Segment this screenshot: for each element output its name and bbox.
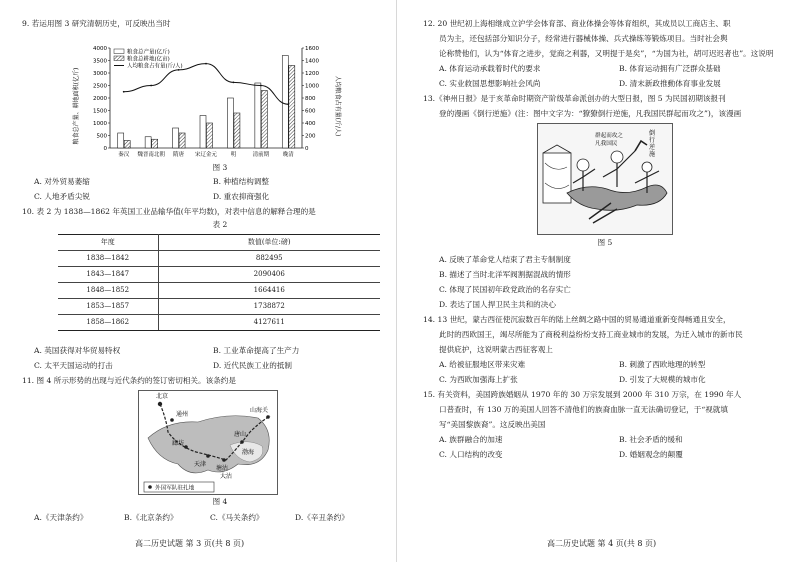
table-cell-value: 882495 [158,251,380,267]
table-2 [58,234,380,331]
q11-option-a[interactable]: A.《天津条约》 [34,513,88,522]
q14-option-a[interactable]: A. 给被征服地区带来灾难 [439,360,526,369]
table-row [58,283,380,299]
q15-line: 口普查时，有 130 万的美国人回答不清他们的族裔血脉一直无法确切登记，于“视就填 [439,405,728,414]
figure-5-cartoon [537,123,673,235]
q12-line: 论称赞他们，认为“体育之进步，觉商之利器，又明提于是矣”，“为国为社，胡可迟迟者也”。这说明 [439,49,774,58]
q14-line: 提供庇护，这说明蒙古西征客观上 [439,345,553,354]
q15-line: 写“美国黎族裔”。这反映出美国 [439,420,546,429]
table-row [58,267,380,283]
bar-grain-output [227,98,233,148]
y-tick-label-right: 1400 [305,58,319,65]
figure-5-label: 图 5 [597,238,613,247]
bar-farmland [152,139,158,148]
map-label-tangshan: 唐山 [234,431,247,438]
q12-option-b[interactable]: B. 体育运动拥有广泛群众基础 [619,64,721,73]
bar-grain-output [118,133,124,148]
y-tick-label-left: 2000 [93,96,107,102]
q15-option-c[interactable]: C. 人口结构的改变 [439,450,503,459]
y-tick-label-right: 1200 [305,71,319,77]
map-label-dagu: 大沽 [220,473,233,480]
q15-option-a[interactable]: A. 族群融合的加速 [439,435,503,444]
x-tick-label: 清前期 [252,152,270,158]
cartoon-label: 逆 [649,144,656,151]
y-tick-label-left: 1000 [93,121,107,127]
x-tick-label: 秦汉 [118,152,130,158]
map-label-bohai: 渤海 [242,449,255,456]
q14-option-c[interactable]: C. 为西欧加强海上扩张 [439,375,518,384]
q9-stem: 9. 若运用图 3 研究清朝历史，可反映出当时 [22,19,171,28]
table-row [58,299,380,315]
q12-option-d[interactable]: D. 清末新政推動体育事业发展 [619,79,721,88]
q10-option-d[interactable]: D. 近代民族工业的抵制 [213,361,292,370]
map-label-shanhaiguan: 山海关 [250,407,269,414]
q15-line: 15. 有关资料，美国跨族婚姻从 1970 年的 30 万宗发展到 2000 年 310 万宗，在 1990 年人 [423,390,742,399]
table-row [58,315,380,331]
table-row [58,251,380,267]
left-footer: 高二历史试题 第 3 页(共 8 页) [135,539,245,549]
q13-option-a[interactable]: A. 反映了革命党人结束了君主专制制度 [439,255,571,264]
table-cell-value: 1738872 [158,299,380,315]
y-axis-label-right: 人均粮食占有量(斤/人) [334,75,341,137]
cartoon-label: 群起而攻之 [595,133,623,139]
q11-option-c[interactable]: C.《马关条约》 [210,513,264,522]
bar-farmland [234,113,240,148]
map-label-beijing: 北京 [156,393,169,400]
map-label-tongzhou: 通州 [176,411,189,418]
y-tick-label-right: 400 [305,121,316,127]
table-cell-year: 1853—1857 [58,299,158,315]
bar-farmland [261,91,267,149]
y-axis-label-left: 粮食总产量、耕地面积(亿斤) [73,67,80,145]
bar-grain-output [255,83,261,148]
table-header-row [58,235,380,251]
q15-option-b[interactable]: B. 社会矛盾的缓和 [619,435,683,444]
right-footer: 高二历史试题 第 4 页(共 8 页) [547,539,657,549]
q12-option-c[interactable]: C. 实业救国思想影响社会风尚 [439,79,541,88]
q12-line: 员为主，还包括部分知识分子，经常进行器械体操、兵式操练等锻炼项目。当时社会舆 [439,34,728,43]
q14-line: 此时的西欧国王，竭尽所能为了商税利益纷纷支持工商业城市的发展，为迁入城市的新市民 [439,330,743,339]
table-cell-value: 4127611 [158,315,380,331]
map-label-tianjin: 天津 [194,461,207,468]
bar-grain-output [200,116,206,149]
q14-option-d[interactable]: D. 引发了大规模的城市化 [619,375,706,384]
right-page [397,0,794,562]
y-tick-label-left: 1500 [93,108,107,115]
cartoon-label: 行 [649,137,656,144]
q9-option-c[interactable]: C. 人地矛盾尖锐 [34,192,90,201]
table-header-value: 数值(单位:磅) [158,235,380,251]
map-label-langfang: 廊坊 [172,440,185,447]
figure-3-chart [70,36,340,166]
q12-option-a[interactable]: A. 体育运动承载着时代的要求 [439,64,541,73]
map-garrison-marker [222,458,226,462]
table-2-caption: 表 2 [212,220,228,229]
q15-option-d[interactable]: D. 婚姻观念的颠覆 [619,450,683,459]
x-tick-label: 宋辽金元 [194,152,218,158]
bar-grain-output [173,128,179,148]
x-tick-label: 明 [230,152,237,158]
q10-option-b[interactable]: B. 工业革命提高了生产力 [213,346,300,355]
q11-option-d[interactable]: D.《辛丑条约》 [295,513,349,522]
q13-option-c[interactable]: C. 体现了民国初年政党政治的名存实亡 [439,285,571,294]
table-cell-year: 1843—1847 [58,267,158,283]
q11-option-b[interactable]: B.《北京条约》 [124,513,178,522]
y-tick-label-right: 0 [305,146,309,152]
map-label-tanggu: 塘沽 [216,465,229,472]
map-garrison-marker [158,402,162,406]
figure-4-label: 图 4 [212,497,228,506]
q9-option-d[interactable]: D. 重农抑商强化 [213,192,270,201]
q12-line: 12. 20 世纪初上海相继成立沪学会体育部、商业体操会等体育组织，其成员以工商店主、职 [423,19,731,28]
q9-option-b[interactable]: B. 种植结构调整 [213,177,269,186]
q14-line: 14. 13 世纪，蒙古西征使沉寂数百年的陆上丝绸之路中国的贸易通道重新变得畅通且安全， [423,315,731,324]
q13-option-d[interactable]: D. 表达了国人捍卫民主共和的决心 [439,300,556,309]
y-tick-label-right: 800 [305,96,316,102]
y-tick-label-left: 3500 [93,58,107,65]
map-garrison-marker [170,418,174,422]
cartoon-label: 施 [649,151,656,158]
bar-grain-output [282,56,288,149]
figure-3-label: 图 3 [212,163,228,172]
cartoon-label: 倒 [649,130,656,137]
x-tick-label: 隋唐 [173,152,185,158]
map-garrison-marker [206,454,210,458]
legend-entry: 粮食总耕地(亿亩) [127,56,170,63]
y-tick-label-right: 200 [305,133,316,140]
q10-stem: 10. 表 2 为 1838—1862 年英国工业品输华值(年平均数)，对表中信息的解释合理的是 [22,207,316,216]
x-tick-label: 晚清 [282,152,294,158]
table-cell-value: 1664416 [158,283,380,299]
bar-farmland [124,141,130,149]
table-cell-year: 1848—1852 [58,283,158,299]
map-garrison-marker [240,440,244,444]
legend-entry: 人均粮食占有量(斤/人) [127,63,183,70]
bar-farmland [289,66,295,149]
x-tick-label: 魏晋南北朝 [137,152,165,158]
bar-farmland [179,133,185,148]
map-garrison-marker [184,445,188,449]
q10-option-c[interactable]: C. 太平天国运动的打击 [34,361,113,370]
q10-option-a[interactable]: A. 英国获得对华贸易特权 [34,346,121,355]
map-legend: 外国军队驻扎地 [155,485,195,492]
table-cell-value: 2090406 [158,267,380,283]
y-tick-label-left: 2500 [93,83,107,90]
table-cell-year: 1838—1842 [58,251,158,267]
y-tick-label-right: 1000 [305,83,319,90]
q13-line: 13.《神州日报》是于亥革命时期资产阶级革命派创办的大型日报，图 5 为民国初期该报刊 [423,94,726,103]
y-tick-label-right: 600 [305,108,316,115]
table-header-year: 年度 [58,235,158,251]
map-garrison-marker [266,415,270,419]
bar-farmland [207,123,213,148]
cartoon-label: 凡我国民 [595,141,618,147]
table-cell-year: 1858—1862 [58,315,158,331]
y-tick-label-left: 4000 [93,46,107,52]
y-tick-label-right: 1600 [305,46,319,52]
figure-4-map [138,390,278,495]
q11-stem: 11. 图 4 所示形势的出现与近代条约的签订密切相关。该条约是 [22,376,236,385]
legend-entry: 粮食总产量(亿斤) [127,49,170,56]
y-tick-label-left: 0 [103,146,107,152]
q13-line: 登的漫画《倒行逆施》(注：图中文字为：“獠獠倒行逆施，凡我国民群起而攻之”)，该漫画 [439,109,742,118]
bar-grain-output [145,137,151,148]
y-tick-label-left: 3000 [93,71,107,77]
q13-option-b[interactable]: B. 描述了当时北洋军阀割据混战的情形 [439,270,571,279]
q14-option-b[interactable]: B. 刺激了西欧地理的转型 [619,360,706,369]
y-tick-label-left: 500 [96,133,107,140]
q9-option-a[interactable]: A. 对外贸易萎缩 [34,177,90,186]
